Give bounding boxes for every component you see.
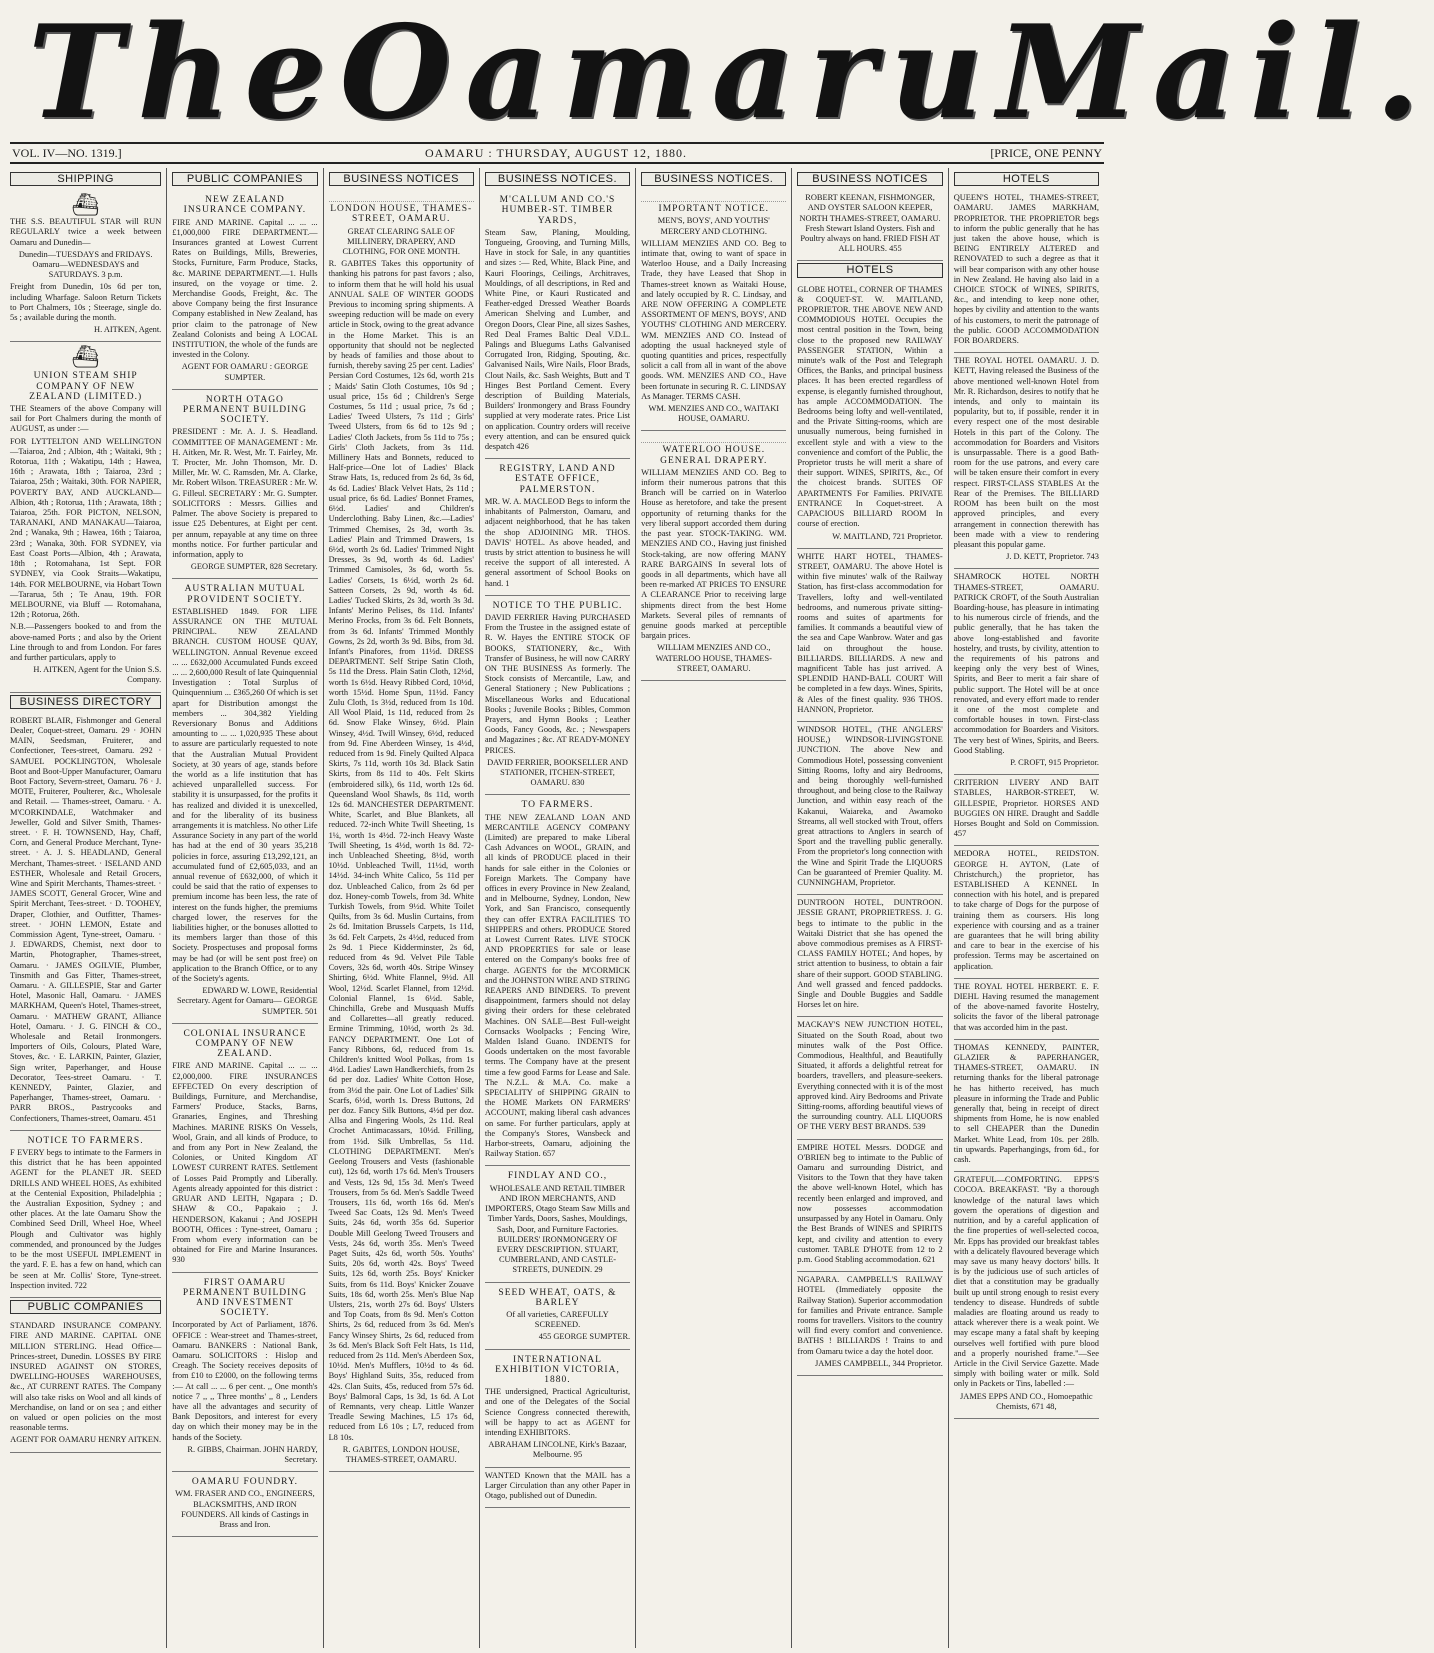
column-7 <box>948 168 1104 1648</box>
ad-north-otago-building-society <box>172 390 317 579</box>
ad-text: GLOBE HOTEL, CORNER OF THAMES & COQUET-ST. W. MAITLAND, PROPRIETOR. THE ABOVE NEW AND COMMODIOUS HOTEL Occupies the most central position in the Town, being close to the proposed new RAILWAY PASSENGER STATION, Within a minute's walk of the Post and Telegraph Offices, the Banks, and principal business places. It has been erected regardless of expense, is elegantly furnished throughout, has ample ACCOMMODATION. The Bedrooms being lofty and well-ventilated, and the Private Sitting-rooms, which are unusually numerous, being furnished in excellent style and with a view to the convenience and comfort of the Public, the Proprietor trusts he will merit a share of their support. WINES, SPIRITS, &c., Of the choicest brands. SUITES OF APARTMENTS For Families. PRIVATE ENTRANCE In Coquet-street. A CAPACIOUS BILLIARD ROOM In course of erection. <box>797 284 943 529</box>
ad-white-hart-hotel <box>797 549 942 722</box>
ad-text: Of all varieties, CAREFULLY SCREENED. <box>506 1309 609 1330</box>
column-6 <box>791 168 947 1648</box>
column-4 <box>479 168 635 1648</box>
ad-epps-cocoa <box>954 1172 1099 1419</box>
ad-medora-hotel <box>954 846 1099 978</box>
ad-empire-hotel <box>797 1140 942 1272</box>
ad-signature: R. GIBBS, Chairman. JOHN HARDY, Secretary. <box>187 1444 318 1464</box>
ad-text: N.B.—Passengers booked to and from the above-named Ports ; and also by the Orient Line through to and from London. For fares and further particulars, apply to <box>10 622 162 662</box>
ad-standard-insurance <box>10 1318 161 1452</box>
ad-queens-hotel <box>954 190 1099 353</box>
columns <box>10 168 1104 1648</box>
ad-text: STANDARD INSURANCE COMPANY. FIRE AND MARINE. CAPITAL ONE MILLION STERLING. Head Office—Princes-street, Dunedin. LOSSES BY FIRE INSURED AGAINST ON STORES, DWELLING-HOUSES WAREHOUSES, &c., AT CURRENT RATES. The Company will also take risks on Wool and all kinds of Merchandise, on land or on sea ; and either on valued or open policies on the most reasonable terms. <box>10 1321 162 1433</box>
section-heading: PUBLIC COMPANIES <box>10 1300 161 1314</box>
ad-signature: P. CROFT, 915 Proprietor. <box>1010 757 1099 767</box>
ad-colonial-insurance <box>172 1024 317 1273</box>
ad-text: FIRE AND MARINE. Capital ... ... ... £1,000,000 FIRE DEPARTMENT.—Insurances granted at Lowest Current Rates on Buildings, Mills, Breweries, Stocks, Furniture, Farm Produce, Stacks, &c. MARINE DEPARTMENT.—1. Hulls insured, on the voyage or time. 2. Merchandise Goods, Freight, &c. The above Company being the first Insurance Company established in New Zealand, has prior claim to the patronage of New Zealand Colonists and being A LOCAL INSTITUTION, the whole of the funds are invested in the Colony. <box>172 217 318 360</box>
ad-campbells-hotel <box>797 1272 942 1376</box>
ad-criterion-stables <box>954 775 1099 846</box>
column-5 <box>635 168 791 1648</box>
ad-text: WHOLESALE AND RETAIL TIMBER AND IRON MERCHANTS, AND IMPORTERS, Otago Steam Saw Mills and Timber Yards, Doors, Sashes, Mouldings, Sash, Door, and Furniture Factories. BUILDERS' IRONMONGERY OF EVERY DESCRIPTION. STUART, CUMBERLAND, AND CASTLE-STREETS, DUNEDIN. 29 <box>485 1183 630 1275</box>
ad-beautiful-star <box>10 190 161 342</box>
ad-title: SEED WHEAT, OATS, & BARLEY <box>498 1287 617 1308</box>
ad-text: F EVERY begs to intimate to the Farmers in this district that he has been appointed AGENT for the PLANET JR. SEED DRILLS AND WHEEL HOES, As exhibited at the Centenial Exposition, Philadelphia ; the Australian Exposition, Sydney ; and other places. At the late Oamaru Show the Combined Seed Drill, Wheel Hoe, Wheel Plough and Cultivator was highly commended, and pronounced by the Judges to be the most USEFUL IMPLEMENT in the yard. F. E. has a few on hand, which can be seen at Mr. Collis' Store, Tyne-street. Inspection invited. 722 <box>10 1148 162 1290</box>
ad-text: Incorporated by Act of Parliament, 1876. OFFICE : Wear-street and Thames-street, Oamaru. BANKERS : National Bank, Oamaru. SOLICITORS : Hislop and Creagh. The Society receives deposits of from £10 to £2000, on the following terms :— At call ... ... 6 per cent. ,, One month's notice 7 ,, ,, Three months' ,, 8 ,, Lenders have all the advantages and security of Bank Depositors, and interest for every day on which their money may be in the hands of the Society. <box>172 1320 318 1442</box>
ad-macleod-registry <box>485 459 630 595</box>
ad-text: MACKAY'S NEW JUNCTION HOTEL, Situated on the South Road, about two minutes walk of the Post Office. Commodious, Healthful, and Beautifully Situated, it affords a delightful retreat for boarders, travellers, and pleasure-seekers. Everything connected with it is of the most approved kind. Airy Bedrooms and Private Sitting-rooms, affording beautiful views of the surrounding country. ALL LIQUORS OF THE VERY BEST BRANDS. 539 <box>797 1020 943 1132</box>
ad-signature: JAMES EPPS AND CO., Homoepathic Chemists, 671 48, <box>960 1391 1093 1411</box>
ad-title: NEW ZEALAND INSURANCE COMPANY. <box>183 195 307 216</box>
ad-text: WINDSOR HOTEL, (THE ANGLERS' HOUSE,) WINDSOR-LIVINGSTONE JUNCTION. The above New and Commodious Hotel, possessing convenient Sitting Rooms, lofty and airy Bedrooms, and being thoroughly well-furnished throughout, and being close to the Railway Junction, and within easy reach of the Kakanui, Waiareka, and Awamoko Streams, all well stocked with Trout, offers great attractions to Anglers in search of Sport and the travelling public generally. From the proprietor's long connection with the Wine and Spirit Trade the LIQUORS Can be guaranteed of Premier Quality. M. CUNNINGHAM, Proprietor. <box>797 724 943 887</box>
ad-robert-keenan <box>797 190 942 261</box>
ad-text: ESTABLISHED 1849. FOR LIFE ASSURANCE ON THE MUTUAL PRINCIPAL. NEW ZEALAND BRANCH. CUSTOM HOUSE QUAY, WELLINGTON. Annual Revenue exceed ... ... £632,000 Accumulated Funds exceed ... ... 2,600,000 Result of late Quinquennial Investigation : Total Surplus of Quinquennium ... £365,260 Of which is set apart for Distribution amongst the members ... 304,382 Yielding Reversionary Bonus and Additions amounting to ... ... 1,020,935 These about to assure are particularly requested to note that the Australian Mutual Provident Society, at 30 years of age, stands before the world as a life institution that has achieved unparallelled success. For stability it is unsurpassed, for the profits it has realized and divided it is unexcelled, and for the liberality of its business arrangements it is matchless. No other Life Assurance Society in any part of the world has had at the end of 30 years 35,218 policies in force, assuring £13,292,121, an accumulated fund of £2,605,033, and an annual revenue of £632,000, of which it could be said that the ratio of expenses to premium income has been less, the rate of interest on the funds higher, the premiums charged lower, the reserves for the liabilities higher, or the bonuses allotted to its members larger than those of this Society. Prospectuses and proposal forms may be had (or will be sent post free) on application to the Branch Office, or to any of the Society's agents. <box>172 606 318 984</box>
ad-text: THE undersigned, Practical Agriculturist, and one of the Delegates of the Social Science Congress connected therewith, will be happy to act as AGENT for intending EXHIBITORS. <box>484 1387 631 1437</box>
ad-title: REGISTRY, LAND AND ESTATE OFFICE, PALMERSTON. <box>499 464 616 495</box>
ad-text: THE NEW ZEALAND LOAN AND MERCANTILE AGENCY COMPANY (Limited) are prepared to make Liberal Cash Advances on WOOL, GRAIN, and all kinds of PRODUCE placed in their hands for sale either in the Colonies or Foreign Markets. The Company have offices in every Province in New Zealand, and in Melbourne, Sydney, London, New York, and San Francisco, consequently they can offer EXTRA FACILITIES TO SHIPPERS and others. PRODUCE Stored at Lowest Current Rates. LIVE STOCK AND PROPERTIES for sale or lease entered on the Company's books free of charge. AGENTS for the M'CORMICK and the JOHNSTON WIRE AND STRING REAPERS AND BINDERS. To prevent disappointment, farmers should not delay giving their orders for these celebrated Machines. ON SALE—Best Full-weight Cornsacks Woolpacks ; Fencing Wire, Malden Island Guano. INDENTS for Goods undertaken on the most favorable terms. The Company have at the present time a few good Farms for Lease and Sale. The N.Z.L. & M.A. Co. make a SPECIALITY of SHIPPING GRAIN to the HOME Markets ON FARMERS' ACCOUNT, making liberal cash advances on same. For further particulars, apply at the Company's Stores, Wansbeck and Harbor-streets, Oamaru, adjoining the Railway Station. 657 <box>484 812 631 1159</box>
ad-signature: JAMES CAMPBELL, 344 Proprietor. <box>814 1358 943 1368</box>
section-heading: BUSINESS NOTICES. <box>485 172 630 186</box>
section-heading: BUSINESS NOTICES <box>797 172 942 186</box>
ad-text: THOMAS KENNEDY, PAINTER, GLAZIER & PAPERHANGER, THAMES-STREET, OAMARU. IN returning thanks for the liberal patronage he has hitherto received, has much pleasure in informing the Trade and Public generally that, being in receipt of direct shipments from Home, he is now enabled to sell CHEAPER than the Dunedin Market. White Lead, from 10s. per 28lb. tin upwards. Paperhangings, from 6d., for cash. <box>953 1042 1099 1165</box>
ad-text: THE Steamers of the above Company will sail for Port Chalmers during the month of AUGUST, as under :— <box>10 404 162 434</box>
steamship-icon: ⛴ <box>71 192 100 218</box>
ad-signature: J. D. KETT, Proprietor. 743 <box>1006 552 1099 562</box>
ad-title: M'CALLUM AND CO.'S HUMBER-ST. TIMBER YARDS, <box>499 195 616 226</box>
ad-first-oamaru-building-society <box>172 1273 317 1473</box>
ad-menzies-waitaki <box>641 190 786 431</box>
section-heading: PUBLIC COMPANIES <box>172 172 317 186</box>
ad-royal-hotel-oamaru <box>954 353 1099 569</box>
ad-title: LONDON HOUSE, THAMES-STREET, OAMARU. <box>330 204 473 225</box>
volume-number: VOL. IV—NO. 1319.] <box>12 145 122 160</box>
ad-text: NGAPARA. CAMPBELL'S RAILWAY HOTEL (Immediately opposite the Railway Station). Superior accommodation for families and Private entrance. Sample rooms for travellers. Visitors to the country will find every comfort and convenience. BATHS ! BILLIARDS ! Trains to and from Oamaru twice a day the hotel door. <box>797 1275 943 1356</box>
ad-signature: W. MAITLAND, 721 Proprietor. <box>832 531 943 541</box>
section-heading: BUSINESS NOTICES. <box>641 172 786 186</box>
ad-text: Steam Saw, Planing, Moulding, Tongueing, Grooving, and Turning Mills, Have in stock for Sale, in any quantities and sizes :— Red, White, Black Pine, and Kauri Floorings, Ceilings, Architraves, Mouldings, of all descriptions, in Red and White Pine, or Kauri Rusticated and Feather-edged Dressed Weather Boards American Shelving and Lumber, and Oregon Doors, Clear Pine, all sizes Sashes, Red Deal Frames Baltic Deal V.D.L. Palings and Bluegums Laths Galvanised Corrugated Iron, Ridging, Spouting, &c. Galvanised Nails, Wire Nails, Floor Brads, Clout Nails, &c. Sash Weights, Butt and T Hinges Best Portland Cement. Every description of Building Materials, Builders' Ironmongery and Brass Foundry supplied at very moderate rates. Price List on application. Country orders will receive every attention, and can be ensured quick despatch 426 <box>484 227 631 452</box>
ad-signature: R. GABITES, LONDON HOUSE, THAMES-STREET, OAMARU. <box>342 1444 460 1464</box>
issue-date: OAMARU : THURSDAY, AUGUST 12, 1880. <box>425 145 687 160</box>
ad-text: FOR LYTTELTON AND WELLINGTON —Taiaroa, 2nd ; Albion, 4th ; Waitaki, 9th ; Rotorua, 11th ; Wakatipu, 14th ; Hawea, 16th ; Arawata, 18th ; Taiaroa, 23rd ; Taiaroa, 25th ; Waitaki, 30th. FOR NAPIER, POVERTY BAY, AND AUCKLAND—Albion, 4th ; Rotorua, 11th ; Arawata, 18th ; Taiaroa, 25th. FOR PICTON, NELSON, TARANAKI, AND MANAKAU—Taiaroa, 2nd ; Wanaka, 9th ; Hawea, 16th ; Taiaroa, 23rd ; Wanaka, 30th. FOR SYDNEY, via East Coast Ports—Albion, 4th ; Arawata, 18th ; Rotomahana, 1st Sept. FOR SYDNEY, via Cook Straits—Wakatipu, 14th. FOR MELBOURNE, via Hobart Town—Tararua, 5th ; Te Anau, 19th. FOR MELBOURNE, via Bluff — Rotomahana, 12th ; Rotorua, 26th. <box>10 436 162 620</box>
ad-text: WANTED Known that the MAIL has a Larger Circulation than any other Paper in Otago, published out of Dunedin. <box>484 1470 631 1500</box>
ad-subtitle: GREAT CLEARING SALE OF MILLINERY, DRAPERY, AND CLOTHING, FOR ONE MONTH. <box>342 226 460 257</box>
ad-text: EMPIRE HOTEL Messrs. DODGE and O'BRIEN beg to intimate to the Public of Oamaru and surrounding District, and Visitors to the Town that they have taken the above well-known Hotel, which has recently been enlarged and improved, and now possesses accommodation unsurpassed by any Hotel in Oamaru. Only the Best Brands of WINES and SPIRITS kept, and civility and attention to every customer. TABLE D'HOTE from 12 to 2 p.m. Good Stabling accommodation. 621 <box>797 1142 943 1264</box>
column-3 <box>323 168 479 1648</box>
ad-signature: WILLIAM MENZIES AND CO., WATERLOO HOUSE, THAMES-STREET, OAMARU. <box>655 643 772 673</box>
ad-international-exhibition <box>485 1350 630 1468</box>
ad-title: NORTH OTAGO PERMANENT BUILDING SOCIETY. <box>182 394 307 426</box>
ad-signature: H. AITKEN, Agent. <box>94 325 162 335</box>
business-directory <box>10 713 161 1131</box>
ad-title: INTERNATIONAL EXHIBITION VICTORIA, 1880. <box>495 1354 620 1385</box>
title-middle: Oamaru <box>339 0 998 148</box>
ad-london-house <box>329 190 474 1472</box>
ad-findlay <box>485 1166 630 1282</box>
section-heading: HOTELS <box>797 263 942 277</box>
ad-text: DAVID FERRIER Having PURCHASED From the Trustee in the assigned estate of R. W. Hayes the ENTIRE STOCK OF BOOKS, STATIONERY, &c., With Transfer of Business, he will now CARRY ON THE BUSINESS As formerly. The Stock consists of Mercantile, Law, and General Stationery ; New Publications ; Miscellaneous Works and Educational Books ; Juvenile Books ; Bibles, Common Prayers, and Hymn Books ; Leather Goods, Fancy Goods, &c. ; Newspapers and Magazines ; &c. AT READY-MONEY PRICES. <box>484 612 631 755</box>
section-heading: SHIPPING <box>10 172 161 186</box>
ad-text: WHITE HART HOTEL, THAMES-STREET, OAMARU. The above Hotel is within five minutes' walk of the Railway Station, has first-class accommodation for Travellers, lofty and well-ventilated bedrooms, and numerous private sitting-rooms and suites of apartments for families. It commands a beautiful view of the sea and Cape Wanbrow. Water and gas laid on throughout the house. BILLIARDS. BILLIARDS. A new and magnificent Table has just arrived. A SPLENDID HAND-BALL COURT Will be completed in a few days. Wines, Spirits, & Ales of the finest quality. 936 THOS. HANNON, Proprietor. <box>797 551 943 714</box>
ad-signature: AGENT FOR OAMARU : GEORGE SUMPTER. <box>181 362 309 382</box>
ad-duntroon-hotel <box>797 895 942 1017</box>
ad-text: MR. W. A. MACLEOD Begs to inform the inhabitants of Palmerston, Oamaru, and adjacent neighborhood, that he has taken the shop ADJOINING MR. THOS. DAVIS' HOTEL. As above headed, and trusts by strict attention to business he will receive the support of all interested. A general assortment of School Books on hand. 1 <box>484 496 631 588</box>
ad-text: SHAMROCK HOTEL NORTH THAMES-STREET, OAMARU. PATRICK CROFT, of the South Australian Boarding-house, has pleasure in intimating to his numerous circle of friends, and the public generally, that he has taken the above long-established and favorite hostelry, and trusts, by civility, attention to the requirements of his patrons and keeping only the very best of Wines, Spirits, and Beer to merit a fair share of public support. The Hotel will be at once renovated, and every effort made to render it one of the most complete and comfortable houses in town. First-class accommodation for Boarders and Visitors. The very best of Wines, Spirits, and Beers. Good Stabling. <box>953 572 1099 755</box>
ad-signature: ABRAHAM LINCOLNE, Kirk's Bazaar, Melbourne. 95 <box>488 1440 627 1460</box>
ad-text: ROBERT KEENAN, FISHMONGER, AND OYSTER SALOON KEEPER, NORTH THAMES-STREET, OAMARU. Fresh Stewart Island Oysters. Fish and Poultry always on hand. FRIED FISH AT ALL HOURS. 455 <box>799 193 941 254</box>
ad-signature: 455 GEORGE SUMPTER. <box>538 1332 631 1342</box>
ad-mackays-hotel <box>797 1017 942 1139</box>
ad-signature: GEORGE SUMPTER, 828 Secretary. <box>190 562 318 572</box>
dateline <box>10 142 1104 164</box>
ad-schedule: Dunedin—TUESDAYS and FRIDAYS. Oamaru—WEDNESDAYS and SATURDAYS. 3 p.m. <box>18 249 153 280</box>
ad-text: CRITERION LIVERY AND BAIT STABLES, HARBOR-STREET, W. GILLESPIE, Proprietor. HORSES AND BUGGIES ON HIRE. Draught and Saddle Horses Bought and Sold on Commission. 457 <box>953 778 1099 839</box>
ad-title: OAMARU FOUNDRY. <box>191 1477 298 1488</box>
ad-title: TO FARMERS. <box>521 800 594 811</box>
ad-union-steam-ship <box>10 342 161 692</box>
ad-thomas-kennedy <box>954 1040 1099 1172</box>
ad-david-ferrier <box>485 596 630 796</box>
ad-text: WILLIAM MENZIES AND CO. Beg to intimate that, owing to want of space in Waterloo House, and a Daily Increasing Trade, they have Leased that Shop in Thames-street known as Waitaki House, and lately occupied by R. C. Lindsay, and ARE NOW OFFERING A COMPLETE ASSORTMENT OF MEN'S, BOYS', AND YOUTHS' CLOTHING AND MERCERY. WM. MENZIES AND CO. Instead of adopting the usual hackneyed style of quoting quantities and prices, respectfully solicit a call from all in want of the above goods. WM. MENZIES AND CO., Have been fortunate in securing R. C. LINDSAY As Manager. TERMS CASH. <box>641 238 787 401</box>
ad-windsor-hotel <box>797 722 942 895</box>
ad-text: Freight from Dunedin, 10s 6d per ton, including Wharfage. Saloon Return Tickets to Port Chalmers, 10s ; Steerage, single do. 5s ; available during the month. <box>10 282 162 323</box>
ad-amp-society <box>172 579 317 1024</box>
ad-signature: WM. MENZIES AND CO., WAITAKI HOUSE, OAMARU. <box>648 404 780 424</box>
ad-title: COLONIAL INSURANCE COMPANY OF NEW ZEALAND. <box>183 1028 307 1060</box>
ad-signature: AGENT FOR OAMARU HENRY AITKEN. <box>10 1435 162 1445</box>
ad-text: DUNTROON HOTEL, DUNTROON. JESSIE GRANT, PROPRIETRESS. J. G. begs to intimate to the public in the Waitaki District that she has opened the above commodious premises as A FIRST-CLASS FAMILY HOTEL; And hopes, by strict attention to business, to obtain a fair share of their support. GOOD STABLING. And well grassed and fenced paddocks. Single and Double Buggies and Saddle Horses let on hire. <box>797 898 943 1010</box>
column-2 <box>166 168 322 1648</box>
ad-royal-hotel-herbert <box>954 979 1099 1040</box>
column-1 <box>10 168 166 1648</box>
steamship-icon: ⛴ <box>71 344 100 370</box>
ad-signature: EDWARD W. LOWE, Residential Secretary. Agent for Oamaru— GEORGE SUMPTER. 501 <box>176 986 318 1016</box>
ad-text: WM. FRASER AND CO., ENGINEERS, BLACKSMITHS, AND IRON FOUNDERS. All kinds of Castings in Brass and Iron. <box>175 1489 315 1529</box>
ad-mcallum-timber <box>485 190 630 459</box>
ad-menzies-waterloo <box>641 431 786 680</box>
ad-title: NOTICE TO FARMERS. <box>27 1135 144 1146</box>
ad-text: MEDORA HOTEL, REIDSTON. GEORGE H. AYTON, (Late of Christchurch,) the proprietor, has ESTABLISHED A KENNEL In connection with his hotel, and is prepared to take charge of Dogs for the purpose of training them as coursers. His long experience with coursing and as a trainer are guarantees that he will bring ability and care to bear in the exercise of his profession. Terms may be ascertained on application. <box>953 849 1099 971</box>
ad-title: FIRST OAMARU PERMANENT BUILDING AND INVESTMENT SOCIETY. <box>182 1277 307 1319</box>
title-right: Mail. <box>997 0 1434 148</box>
title-left: The <box>28 0 340 148</box>
ad-text: THE ROYAL HOTEL HERBERT. E. F. DIEHL Having resumed the management of the above-named favorite Hostelry, solicits the favor of the liberal patronage that was accorded him in the past. <box>953 981 1099 1032</box>
masthead <box>10 0 1434 148</box>
ad-nz-loan-mercantile <box>485 795 630 1166</box>
ad-text: THE ROYAL HOTEL OAMARU. J. D. KETT, Having released the Business of the above mentioned well-known Hotel from Mr. R. Richardson, desires to notify that he intends, and only to maintain its popularity, but to, if possible, render it in every respect one of the most desirable Hotels in this part of the Colony. The accommodation for Boarders and Visitors is unsurpassable. There is a good Bath-room for the use patrons, and every care will be taken ensure their comfort in every respect. FIRST-CLASS STABLES At the Rear of the Premises. The BILLIARD ROOM has been built on the most approved principles, and every arrangement in connection therewith has been made with a view to rendering pleasant this popular game. <box>953 356 1099 549</box>
spacer <box>641 195 786 202</box>
ad-text: GRATEFUL—COMFORTING. EPPS'S COCOA. BREAKFAST. "By a thorough knowledge of the natural laws which govern the operations of digestion and nutrition, and by a careful application of the fine properties of well-selected cocoa, Mr. Epps has provided our breakfast tables with a delicately flavoured beverage which may save us many heavy doctors' bills. It is by the judicious use of such articles of diet that a constitution may be gradually built up until strong enough to resist every tendency to disease. Hundreds of subtle maladies are floating around us ready to attack wherever there is a weak point. We may escape many a fatal shaft by keeping ourselves well fortified with pure blood and a properly nourished frame."—See Article in the Civil Service Gazette. Made simply with boiling water or milk. Sold only in Packets or Tins, labelled :— <box>953 1175 1099 1389</box>
spacer <box>641 436 786 443</box>
ad-text: QUEEN'S HOTEL, THAMES-STREET, OAMARU. JAMES MARKHAM, PROPRIETOR. THE PROPRIETOR begs to inform the public generally that he has just taken the above house, which is BEING ENTIRELY ALTERED and RENOVATED to such a degree as that it will bear comparison with any other house in New Zealand. He having also laid in a CHOICE STOCK of WINES, SPIRITS, &c., and intending to keep none other, hopes by civility and attention to the wants of his customers, to merit the patronage of the public. GOOD ACCOMMODATION FOR BOARDERS. <box>953 193 1099 346</box>
ad-title: WATERLOO HOUSE. GENERAL DRAPERY. <box>660 445 768 466</box>
ad-title: IMPORTANT NOTICE. <box>658 204 770 215</box>
spacer <box>329 195 474 202</box>
ad-oamaru-foundry <box>172 1472 317 1537</box>
ad-text: R. GABITES Takes this opportunity of thanking his patrons for past favors ; also, to inform them that he will hold his usual ANNUAL SALE OF WINTER GOODS Previous to incoming spring shipments. A sweeping reduction will be made on every article in Stock, owing to the great advance in the Home Market. This is an opportunity that should not be neglected by heads of families and those about to furnish, thereby saving 25 per cent. Ladies' Persian Cord Costumes, 12s 6d, worth 21s ; Maids' Satin Cloth Costumes, 10s 9d ; usual price, 15s 6d ; Children's Serge Costumes, 5s 11d ; usual price, 7s 6d ; Ladies' Tweed Ulsters, 7s 11d ; Girls' Tweed Ulsters, from 6s 6d to 12s 9d ; Ladies' Cloth Jackets, from 5s 11d to 75s ; Girls' Cloth Jackets, from 3s 11d. Millinery Hats and Bonnets, reduced to Half-price—One lot of Ladies' Black Straw Hats, 1s, reduced from 2s 6d, 3s 6d, 4s 6d. Ladies' Black Velvet Hats, 2s 11d ; usual price, 6s 6d. Ladies' Bonnet Frames, 6½d. Ladies' and Children's Underclothing. Baby Linen, &c.—Ladies' Trimmed Chemises, 2s 3d, worth 3s. Ladies' Plain and Trimmed Drawers, 1s 6½d, worth 2s 6d. Ladies' Trimmed Night Dresses, 3s 9d, worth 4s 6d. Ladies' Trimmed Camisoles, 3s 6d, worth 5s. Ladies' Corsets, 1s 6½d, worth 2s 6d. Satteen Corsets, 2s 9d, worth 4s 6d. Ladies' Tucked Skirts, 2s 3d, worth 3s 3d. Infants' Merino Pelises, 8s 11d. Infants' Merino Frocks, from 3s 6d. Felt Bonnets, from 3s 6d. Infants' Trimmed Monthly Gowns, 2s 2d, worth 3s 9d. Bibs, from 3d. Infant's Pinafores, from 11½d. DRESS DEPARTMENT. Self Stripe Satin Cloth, 5s 11d the Dress. Plain Satin Cloth, 12½d, worth 1s 6½d. Heavy Ribbed Cord, 10½d, worth 15½d. Home Spun, 11½d. Fancy Zulu Cloth, 1s 3½d, reduced from 1s 10d. All Wool Plaid, 1s 11d, reduced from 2s 6d. Snow Flake Winsey, 6½d. Plain Winsey, 4½d. Twill Winsey, 6½d, reduced from 9d. Fine Aberdeen Winsey, 1s 4½d, reduced from 1s 9d. Finely Quilted Alpaca Skirts, 7s 11d, worth 10s 3d. Black Satin Skirts, from 8s 11d to 40s. Felt Skirts (embroidered silk), 6s 11d, worth 12s 6d. Queensland Wool Shawls, 8s 11d, worth 12s 6d. MANCHESTER DEPARTMENT. White, Scarlet, and Blue Blankets, all reduced. 72-inch White Twill Sheeting, 1s 1¼, worth 1s 4½d. 72-inch Heavy Waste Twill Sheeting, 1s 4½d, worth 1s 8d. 72-inch Unbleached Sheeting, 8½d, worth 10½d. Unbleached Twill, 11½d, worth 14½d. 34-inch White Calico, 5s 11d per doz. Unbleached Calico, from 2s 6d per doz. Honey-comb Towels, from 3d. White Turkish Towels, from 9½d. White Toilet Quilts, from 3s 6d. Muslin Curtains, from 2s 6d. Imitation Brussels Carpets, 1s 11d, 3s 6d. Felt Carpets, 2s 4½d, reduced from 2s 9d. 1 Piece Kidderminster, 2s 6d, reduced from 4s 9d. Velvet Pile Table Covers, 32s 6d, worth 40s. Stripe Winsey Shirting, 6½d. White Flannel, 9½d. All Wool, 12½d. Scarlet Flannel, from 12½d. Colonial Flannel, 1s 6½d. Sable, Chinchilla, Grebe and Musquash Muffs and Collarettes—all greatly reduced. Ermine Trimming, 10½d, worth 2s 3d. FANCY DEPARTMENT. One Lot of Fancy Ribbons, 6d, reduced from 1s. Children's knitted Wool Polkas, from 1s 4½d. Ladies' Lawn Handkerchiefs, from 2s 6d per doz. Ladies' White Cotton Hose, from 3½d the pair. One Lot of Ladies' Silk Scarfs, 6½d, worth 1s. Dress Buttons, 2d per doz. Fancy Silk Buttons, 4½d per doz. Allsa and Fingering Wools, 2s 11d. Real Crochet Antimacassars, 10½d. Frilling, from 1½d. Silk Umbrellas, 5s 11d. CLOTHING DEPARTMENT. Men's Geelong Trousers and Vests (fashionable cut), 12s 6d, worth 17s 6d. Men's Trousers and Vests, 12s 9d, 15s 3d. Men's Tweed Trousers, from 5s 6d. Men's Saddle Tweed Trousers, 11s 6d, worth 16s 6d. Men's Tweed Sac Coats, 12s 9d. Men's Tweed Suits, 24s 6d, worth 35s 6d. Superior Double Mill Geelong Tweed Trousers and Vests, 24s 6d, worth 35s. Men's Tweed Paget Suits, 42s 6d, worth 50s. Youths' Suits, 20s 6d, worth 42s. Boys' Tweed Suits, 12s 6d, worth 25s. Boys' Knicker Suits, from 6s 11d. Boys' Knicker Zouave Suits, 18s 6d, worth 25s. Men's Blue Nap Ulsters, 21s, worth 27s 6d. Boys' Ulsters and Top Coats, from 8s 9d. Men's Cotton Shirts, 2s 6d, reduced from 3s 6d. Men's Fancy Winsey Shirts, 2s 6d, reduced from 3s 6d. Men's Black Soft Felt Hats, 1s 11d, reduced from 2s 11d. Men's Aberdeen Sox, 10½d. Men's Mufflers, 10½d to 4s 6d. Boys' Highland Suits, 35s, reduced from 42s. Clan Suits, 45s, reduced from 57s 6d. Boys' Balmoral Caps, 1s 3d, 1s 6d. A Lot of Remnants, very cheap. Little Wanzer Treadle Sewing Machines, L5 17s 6d, reduced from L6 10s ; L7, reduced from L8 10s. <box>328 259 474 1442</box>
directory-list: ROBERT BLAIR, Fishmonger and General Dealer, Coquet-street, Oamaru. 29 · JOHN MAIN, Seedsman, Fruiterer, and Confectioner, Tees-street, Oamaru. 292 · SAMUEL POCKLINGTON, Wholesale Boot and Boot-Upper Manufacturer, Oamaru Boot Factory, Severn-street, Oamaru. 76 · J. MOTE, Fruiterer, Poulterer, &c., Wholesale and Retail. — Thames-street, Oamaru. · A. M'CORKINDALE, Watchmaker and Jeweller, Gold and Silver Smith, Thames-street. · F. H. TOWNSEND, Hay, Chaff, Corn, and General Produce Merchant, Tyne-street. · A. J. S. HEADLAND, General Merchant, Thames-street. · ISELAND AND ESTHER, Wholesale and Retail Grocers, Wine and Spirit Merchants, Thames-street. · JAMES SCOTT, General Grocer, Wine and Spirit Merchant, Tees-street. · D. TOOHEY, Draper, Clothier, and Outfitter, Thames-street. · JOHN LEMON, Estate and Commission Agent, Tyne-street, Oamaru. · J. EDWARDS, Chemist, next door to Martin, Photographer, Thames-street, Oamaru. · JAMES OGILVIE, Plumber, Tinsmith and Gas Fitter, Thames-street, Oamaru. · A. GILLESPIE, Star and Garter Hotel, Masonic Hall, Oamaru. · JAMES MARKHAM, Queen's Hotel, Thames-street, Oamaru. · MATHEW GRANT, Alliance Hotel, Oamaru. · J. G. FINCH & CO., Wholesale and Retail Ironmongers. Importers of Oils, Colours, Plated Ware, Stoves, &c. · E. LARKIN, Painter, Glazier, Sign writer, Paperhanger, and House Decorator, Tees-street Oamaru. · T. KENNEDY, Painter, Glazier, and Paperhanger, Thames-street, Oamaru. · PARR BROS., Pastrycooks and Confectioners, Thames-street, Oamaru. 451 <box>10 715 162 1123</box>
ad-title: UNION STEAM SHIP COMPANY OF NEW ZEALAND (LIMITED.) <box>29 371 143 402</box>
ad-text: PRESIDENT : Mr. A. J. S. Headland. COMMITTEE OF MANAGEMENT : Mr. H. Aitken, Mr. R. West, Mr. T. Fairley, Mr. T. Procter, Mr. John Thomson, Mr. D. Miller, Mr. W. C. Ramsden, Mr. A. Clarke, Mr. Robert Wilson. TREASURER : Mr. W. G. Filleul. SECRETARY : Mr. G. Sumpter. SOLICITORS : Messrs. Gillies and Palmer. The above Society is prepared to issue £25 Debentures, at Eight per cent. per annum, repayable at any time on three months notice. For further particular and information, apply to <box>172 427 318 559</box>
ad-shamrock-hotel <box>954 569 1099 775</box>
ad-signature: DAVID FERRIER, BOOKSELLER AND STATIONER, ITCHEN-STREET, OAMARU. 830 <box>487 757 628 788</box>
ad-globe-hotel <box>797 282 942 549</box>
ad-title: NOTICE TO THE PUBLIC. <box>492 600 623 611</box>
price: [PRICE, ONE PENNY <box>990 145 1102 160</box>
section-heading: BUSINESS DIRECTORY <box>10 695 161 709</box>
ad-notice-to-farmers <box>10 1131 161 1298</box>
ad-wanted-known <box>485 1468 630 1509</box>
ad-seed-wheat <box>485 1283 630 1350</box>
ad-signature: H. AITKEN, Agent for the Union S.S. Company. <box>33 665 162 685</box>
ad-title: FINDLAY AND CO., <box>507 1171 608 1182</box>
section-heading: HOTELS <box>954 172 1099 186</box>
ad-title: AUSTRALIAN MUTUAL PROVIDENT SOCIETY. <box>184 584 306 605</box>
ad-text: THE S.S. BEAUTIFUL STAR will RUN REGULARLY twice a week between Oamaru and Dunedin— <box>10 217 162 247</box>
section-heading: BUSINESS NOTICES <box>329 172 474 186</box>
ad-text: FIRE AND MARINE. Capital ... ... ... £2,000,000. FIRE INSURANCES EFFECTED On every description of Buildings, Furniture, and Merchandise, Farmers' Produce, Stacks, Barns, Granaries, Engines, and Threshing Machines. MARINE RISKS On Vessels, Wool, Grain, and all kinds of Produce, to and from any Port in New Zealand, the Colonies, or United Kingdom AT LOWEST CURRENT RATES. Settlement of Losses Paid Promptly and Liberally. Agents already appointed for this district : GRUAR AND LEITH, Ngapara ; D. SHAW & CO., Papakaio ; J. HENDERSON, Kakanui ; And JOSEPH BOOTH, Offices : Tyne-street, Oamaru ; From whom every information can be obtained for Fire and Marine Insurances. 930 <box>172 1061 318 1265</box>
newspaper-title <box>10 0 1434 148</box>
ad-nz-insurance <box>172 190 317 390</box>
ad-subtitle: MEN'S, BOYS', AND YOUTHS' MERCERY AND CLOTHING. <box>657 216 770 236</box>
ad-text: WILLIAM MENZIES AND CO. Beg to inform their numerous patrons that this Branch will be carried on in Waterloo House as heretofore, and take the present opportunity of returning thanks for the very liberal support accorded them during the past year. STOCK-TAKING. WM. MENZIES AND CO., Having just finished Stock-taking, are now offering MANY RARE BARGAINS In several lots of goods in all departments, which have all been re-marked AT PRICES TO ENSURE A CLEARANCE Prior to receiving large shipments direct from the best Home Markets. Several piles of remnants of genuine goods marked at perceptible bargain prices. <box>641 467 787 641</box>
